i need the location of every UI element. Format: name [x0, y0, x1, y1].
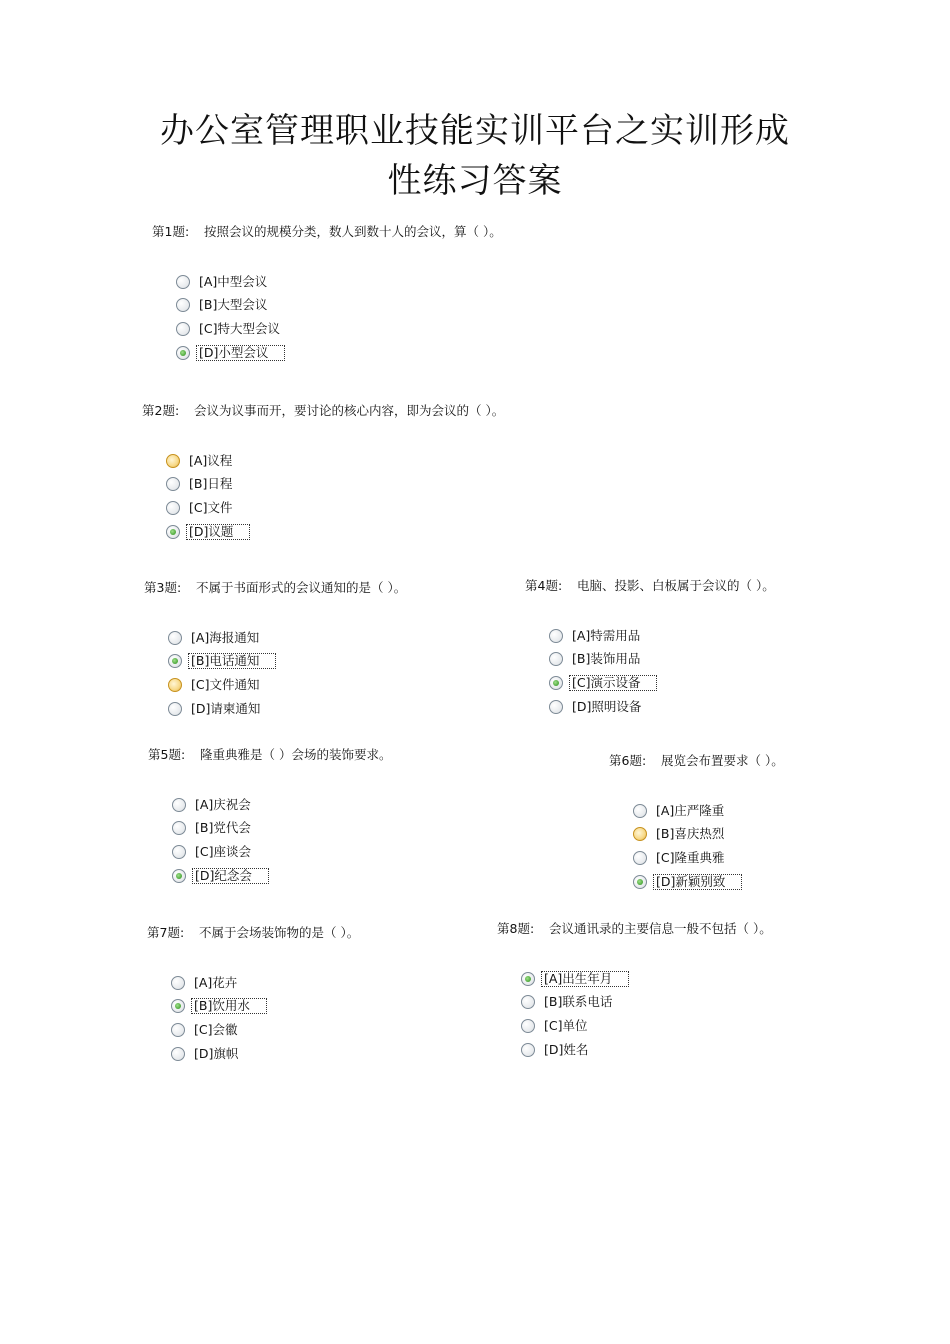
question-text: 电脑、投影、白板属于会议的（ ）。	[577, 578, 775, 593]
answer-option[interactable]	[168, 697, 406, 721]
question-text: 展览会布置要求（ ）。	[661, 753, 784, 768]
question-header	[525, 577, 775, 595]
question-block	[497, 920, 772, 1061]
radio-button[interactable]	[168, 702, 182, 716]
radio-button[interactable]	[176, 322, 190, 336]
question-header	[609, 752, 784, 770]
answer-option[interactable]	[521, 967, 772, 991]
option-label[interactable]: [B]大型会议	[199, 297, 268, 313]
option-label[interactable]: [C]隆重典雅	[656, 849, 725, 865]
answer-option[interactable]	[549, 624, 775, 648]
option-label[interactable]: [B]党代会	[195, 820, 251, 836]
radio-button-checked[interactable]	[172, 869, 186, 883]
question-number: 第6题:	[609, 753, 647, 768]
answer-options	[172, 793, 391, 887]
answer-option[interactable]	[633, 799, 784, 823]
option-label[interactable]: [D]纪念会	[192, 868, 269, 884]
option-label[interactable]: [B]联系电话	[544, 994, 613, 1010]
question-block	[525, 577, 775, 718]
radio-button-checked[interactable]	[168, 654, 182, 668]
question-text: 会议通讯录的主要信息一般不包括（ ）。	[549, 921, 772, 936]
option-label[interactable]: [C]座谈会	[195, 843, 251, 859]
radio-button[interactable]	[172, 798, 186, 812]
radio-button-checked[interactable]	[549, 676, 563, 690]
radio-button[interactable]	[176, 275, 190, 289]
question-number: 第2题:	[142, 403, 180, 418]
radio-button[interactable]	[633, 827, 647, 841]
question-number: 第8题:	[497, 921, 535, 936]
option-label[interactable]: [A]特需用品	[572, 627, 641, 643]
answer-options	[171, 971, 359, 1065]
option-label[interactable]: [C]单位	[544, 1017, 588, 1033]
answer-option[interactable]	[176, 270, 502, 294]
answer-option[interactable]	[172, 793, 391, 817]
answer-option[interactable]	[172, 840, 391, 864]
radio-button[interactable]	[168, 678, 182, 692]
answer-option[interactable]	[549, 671, 775, 695]
answer-option[interactable]	[176, 294, 502, 318]
radio-button[interactable]	[166, 477, 180, 491]
answer-options	[633, 799, 784, 893]
radio-button[interactable]	[171, 1047, 185, 1061]
option-label[interactable]: [D]新颖别致	[653, 874, 742, 890]
radio-button[interactable]	[549, 652, 563, 666]
option-label[interactable]: [C]演示设备	[569, 675, 657, 691]
radio-button-checked[interactable]	[633, 875, 647, 889]
question-header	[142, 402, 504, 420]
question-block	[144, 579, 406, 720]
question-header	[147, 924, 359, 942]
question-text: 隆重典雅是（ ）会场的装饰要求。	[200, 747, 392, 762]
question-number: 第7题:	[147, 925, 185, 940]
answer-option[interactable]	[166, 520, 504, 544]
radio-button[interactable]	[168, 631, 182, 645]
answer-options	[549, 624, 775, 718]
answer-option[interactable]	[166, 496, 504, 520]
radio-button-checked[interactable]	[176, 346, 190, 360]
question-text: 会议为议事而开，要讨论的核心内容，即为会议的（ ）。	[194, 403, 505, 418]
option-label[interactable]: [D]请柬通知	[191, 700, 261, 716]
answer-options	[176, 270, 502, 364]
question-block	[142, 402, 504, 543]
radio-button[interactable]	[166, 454, 180, 468]
document-title-line-2: 性练习答案	[387, 161, 563, 201]
question-number: 第4题:	[525, 578, 563, 593]
option-label[interactable]: [C]特大型会议	[199, 320, 280, 336]
answer-option[interactable]	[521, 991, 772, 1015]
question-header	[497, 920, 772, 938]
option-label[interactable]: [D]议题	[186, 524, 250, 540]
question-number: 第1题:	[152, 224, 190, 239]
answer-option[interactable]	[176, 341, 502, 365]
document-title-line-1: 办公室管理职业技能实训平台之实训形成	[160, 111, 790, 151]
option-label[interactable]: [A]出生年月	[541, 971, 629, 987]
question-text: 按照会议的规模分类，数人到数十人的会议，算（ ）。	[204, 224, 502, 239]
answer-option[interactable]	[633, 870, 784, 894]
option-label[interactable]: [B]饮用水	[191, 998, 267, 1014]
radio-button[interactable]	[633, 851, 647, 865]
radio-button[interactable]	[549, 700, 563, 714]
radio-button-checked[interactable]	[171, 999, 185, 1013]
radio-button[interactable]	[172, 821, 186, 835]
answer-option[interactable]	[633, 846, 784, 870]
radio-button-checked[interactable]	[521, 972, 535, 986]
answer-option[interactable]	[171, 1042, 359, 1066]
radio-button[interactable]	[521, 995, 535, 1009]
radio-button[interactable]	[176, 298, 190, 312]
answer-option[interactable]	[549, 695, 775, 719]
option-label[interactable]: [C]文件通知	[191, 676, 260, 692]
question-text: 不属于会场装饰物的是（ ）。	[199, 925, 360, 940]
answer-option[interactable]	[633, 823, 784, 847]
answer-options	[168, 626, 406, 720]
answer-option[interactable]	[549, 648, 775, 672]
question-header	[144, 579, 406, 597]
option-label[interactable]: [A]议程	[189, 452, 233, 468]
option-label[interactable]: [A]庆祝会	[195, 796, 251, 812]
radio-button[interactable]	[171, 1023, 185, 1037]
option-label[interactable]: [D]姓名	[544, 1041, 589, 1057]
answer-option[interactable]	[168, 626, 406, 650]
answer-option[interactable]	[166, 449, 504, 473]
answer-option[interactable]	[171, 1018, 359, 1042]
answer-options	[521, 967, 772, 1061]
option-label[interactable]: [C]会徽	[194, 1021, 238, 1037]
option-label[interactable]: [A]花卉	[194, 974, 238, 990]
question-block	[148, 746, 391, 887]
answer-option[interactable]	[172, 817, 391, 841]
option-label[interactable]: [A]庄严隆重	[656, 802, 725, 818]
option-label[interactable]: [D]照明设备	[572, 698, 642, 714]
question-header	[148, 746, 391, 764]
option-label[interactable]: [D]小型会议	[196, 345, 285, 361]
radio-button[interactable]	[172, 845, 186, 859]
option-label[interactable]: [C]文件	[189, 499, 233, 515]
answer-option[interactable]	[166, 473, 504, 497]
radio-button[interactable]	[521, 1043, 535, 1057]
option-label[interactable]: [B]喜庆热烈	[656, 826, 725, 842]
option-label[interactable]: [B]日程	[189, 476, 233, 492]
radio-button[interactable]	[549, 629, 563, 643]
answer-option[interactable]	[521, 1038, 772, 1062]
question-header	[152, 223, 502, 241]
answer-option[interactable]	[521, 1014, 772, 1038]
question-number: 第5题:	[148, 747, 186, 762]
question-number: 第3题:	[144, 580, 182, 595]
radio-button[interactable]	[171, 976, 185, 990]
radio-button[interactable]	[633, 804, 647, 818]
answer-option[interactable]	[168, 650, 406, 674]
answer-option[interactable]	[172, 864, 391, 888]
question-block	[609, 752, 784, 893]
radio-button[interactable]	[521, 1019, 535, 1033]
option-label[interactable]: [A]中型会议	[199, 273, 268, 289]
answer-options	[166, 449, 504, 543]
answer-option[interactable]	[176, 317, 502, 341]
answer-option[interactable]	[168, 673, 406, 697]
question-block	[147, 924, 359, 1065]
option-label[interactable]: [B]电话通知	[188, 653, 276, 669]
question-block	[152, 223, 502, 364]
option-label[interactable]: [D]旗帜	[194, 1045, 239, 1061]
question-text: 不属于书面形式的会议通知的是（ ）。	[196, 580, 407, 595]
option-label[interactable]: [A]海报通知	[191, 629, 260, 645]
answer-option[interactable]	[171, 971, 359, 995]
radio-button[interactable]	[166, 501, 180, 515]
answer-option[interactable]	[171, 995, 359, 1019]
option-label[interactable]: [B]装饰用品	[572, 651, 641, 667]
radio-button-checked[interactable]	[166, 525, 180, 539]
